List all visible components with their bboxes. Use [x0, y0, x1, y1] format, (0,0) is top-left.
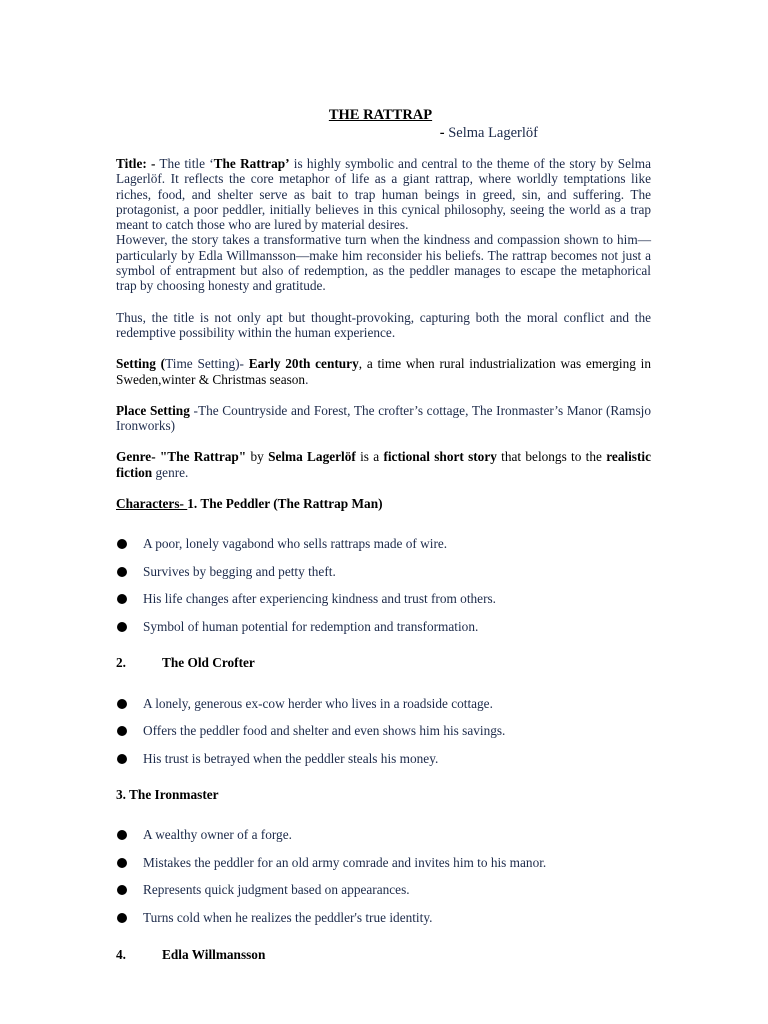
- character-3-name: 3. The Ironmaster: [116, 787, 219, 803]
- genre-type: realistic fiction: [116, 449, 652, 480]
- peddler-list: [116, 536, 651, 646]
- title-paragraph: [116, 156, 651, 232]
- title-paragraph-2: However, the story takes a transformative turn when the kindness and compassion shown to him—particularly by Edla Willmansson—make him reconsider his beliefs. The rattrap becomes not just a symbol of entrapment but also of redemption, as the peddler manages to escape the metaphorical trap by choosing honesty and gratitude.: [116, 232, 651, 294]
- setting-label: Setting (: [116, 356, 166, 372]
- list-item: Represents quick judgment based on appearances.: [116, 882, 651, 910]
- genre-label: Genre-: [116, 449, 160, 465]
- genre-text-1: by: [246, 449, 269, 465]
- setting-time-label: Time Setting)-: [165, 356, 249, 372]
- genre-text-3: that belongs to the: [496, 449, 607, 465]
- author-line: [440, 124, 538, 142]
- setting-description: , a time when rural industrialization was emerging in Sweden,winter & Christmas season: [116, 356, 651, 387]
- character-2-name: The Old Crofter: [162, 655, 255, 671]
- genre-paragraph: [116, 449, 651, 480]
- title-text-1: The title ‘: [155, 156, 214, 171]
- genre-text-2: is a: [355, 449, 384, 465]
- ironmaster-list: [116, 827, 651, 937]
- list-item: His life changes after experiencing kindness and trust from others.: [116, 591, 651, 619]
- character-1-heading: 1. The Peddler (The Rattrap Man): [187, 496, 383, 512]
- title-label: Title: -: [116, 156, 156, 171]
- author-dash: -: [439, 125, 445, 141]
- characters-heading: [116, 496, 651, 511]
- author-name: Selma Lagerlöf: [448, 125, 538, 141]
- title-paragraph-3: Thus, the title is not only apt but thought-provoking, capturing both the moral conflict and the redemptive possibility within the human experience.: [116, 309, 651, 340]
- title-text-bold: The Rattrap’: [213, 156, 290, 171]
- document-title: THE RATTRAP: [328, 107, 433, 123]
- setting-period: .: [305, 371, 309, 387]
- characters-label: Characters-: [116, 496, 188, 512]
- list-item: A poor, lonely vagabond who sells rattraps made of wire.: [116, 536, 651, 564]
- list-item: Symbol of human potential for redemption and transformation.: [116, 619, 651, 647]
- character-2-number: 2.: [116, 655, 126, 671]
- genre-author: Selma Lagerlöf: [268, 449, 356, 465]
- title-block: [116, 106, 651, 140]
- genre-kind: fictional short story: [383, 449, 497, 465]
- list-item: Offers the peddler food and shelter and even shows him his savings.: [116, 723, 651, 751]
- title-text-2: is highly symbolic and central to the theme of the story by Selma Lagerlöf. It reflects the core metaphor of life as a giant rattrap, where worldly temptations like riches, food, and shelter serve as bait to trap human beings in greed, sin, and suffering. The protagonist, a poor peddler, initially believes in this cynical philosophy, seeing the world as a trap meant to catch those who are lured by material desires.: [116, 156, 651, 233]
- place-text: -The Countryside and Forest, The crofter’s cottage, The Ironmaster’s Manor (Ramsjo Ironworks): [116, 402, 652, 434]
- place-paragraph: [116, 403, 651, 434]
- genre-text-4: genre.: [152, 464, 189, 480]
- list-item: Mistakes the peddler for an old army comrade and invites him to his manor.: [116, 855, 651, 883]
- list-item: His trust is betrayed when the peddler steals his money.: [116, 751, 651, 779]
- character-4-heading: [116, 947, 651, 962]
- character-4-name: Edla Willmansson: [162, 947, 266, 963]
- genre-story-title: "The Rattrap": [159, 449, 247, 465]
- setting-era: Early 20th century: [248, 356, 359, 372]
- list-item: Survives by begging and petty theft.: [116, 564, 651, 592]
- list-item: A lonely, generous ex-cow herder who lives in a roadside cottage.: [116, 696, 651, 724]
- crofter-list: [116, 696, 651, 779]
- list-item: A wealthy owner of a forge.: [116, 827, 651, 855]
- setting-paragraph: [116, 356, 651, 387]
- document-body: [116, 106, 651, 963]
- character-4-number: 4.: [116, 947, 126, 963]
- character-2-heading: [116, 655, 651, 670]
- list-item: Turns cold when he realizes the peddler's true identity.: [116, 910, 651, 938]
- character-3-heading: [116, 787, 651, 802]
- place-label: Place Setting: [116, 402, 190, 418]
